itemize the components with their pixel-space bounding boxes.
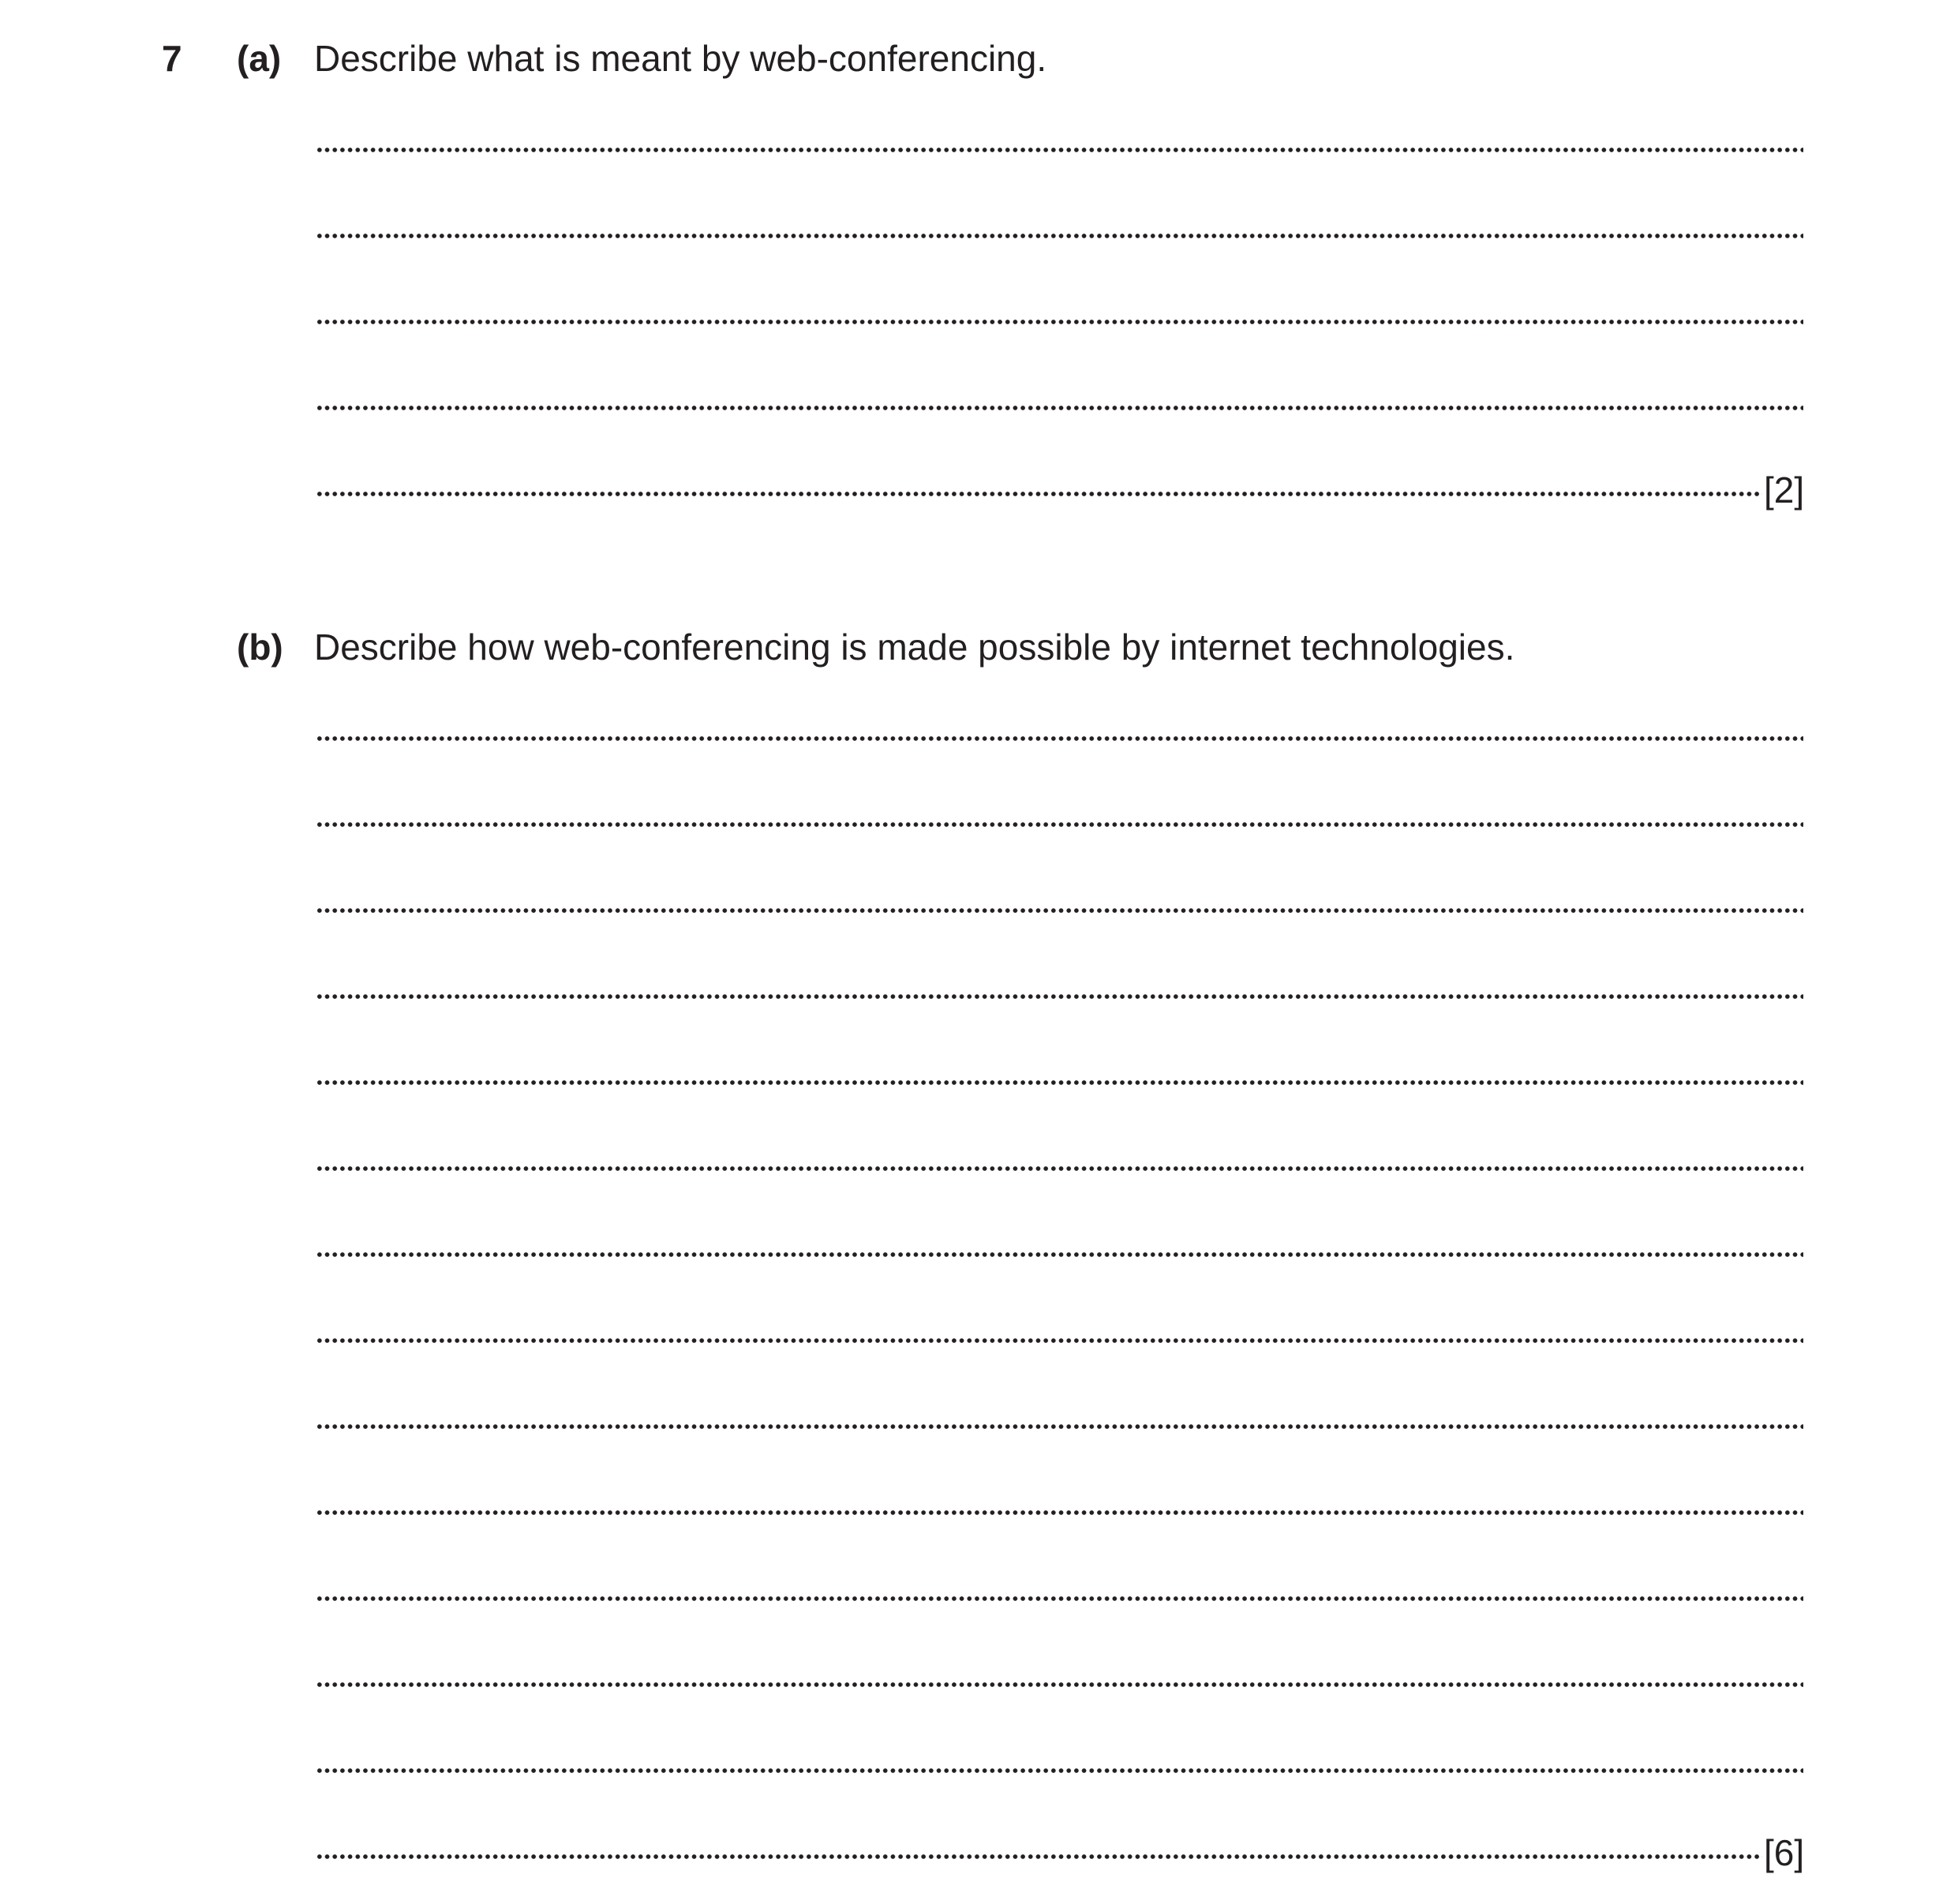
answer-line[interactable]	[316, 1079, 1803, 1086]
answer-line[interactable]	[316, 907, 1803, 914]
answer-line[interactable]	[316, 1509, 1803, 1516]
answer-line[interactable]	[316, 821, 1803, 828]
answer-line[interactable]	[316, 405, 1803, 411]
answer-line[interactable]	[316, 993, 1803, 1000]
answer-line[interactable]	[316, 1681, 1803, 1688]
part-a-prompt: Describe what is meant by web-conferencing.	[314, 38, 1047, 79]
answer-line[interactable]	[316, 147, 1803, 153]
answer-line[interactable]	[316, 1854, 1762, 1860]
answer-line[interactable]	[316, 1767, 1803, 1774]
answer-line[interactable]	[316, 1251, 1803, 1258]
answer-line[interactable]	[316, 1337, 1803, 1344]
answer-line[interactable]	[316, 735, 1803, 742]
answer-line[interactable]	[316, 1165, 1803, 1172]
part-b-label: (b)	[237, 627, 283, 668]
part-a-marks: [2]	[1764, 469, 1805, 511]
part-b-marks: [6]	[1764, 1832, 1805, 1873]
answer-line[interactable]	[316, 1423, 1803, 1430]
question-number: 7	[162, 38, 182, 79]
answer-line[interactable]	[316, 233, 1803, 239]
part-a-label: (a)	[237, 38, 282, 79]
part-b-prompt: Describe how web-conferencing is made possible by internet technologies.	[314, 627, 1515, 668]
answer-line[interactable]	[316, 1595, 1803, 1602]
answer-line[interactable]	[316, 319, 1803, 325]
answer-line[interactable]	[316, 491, 1762, 497]
